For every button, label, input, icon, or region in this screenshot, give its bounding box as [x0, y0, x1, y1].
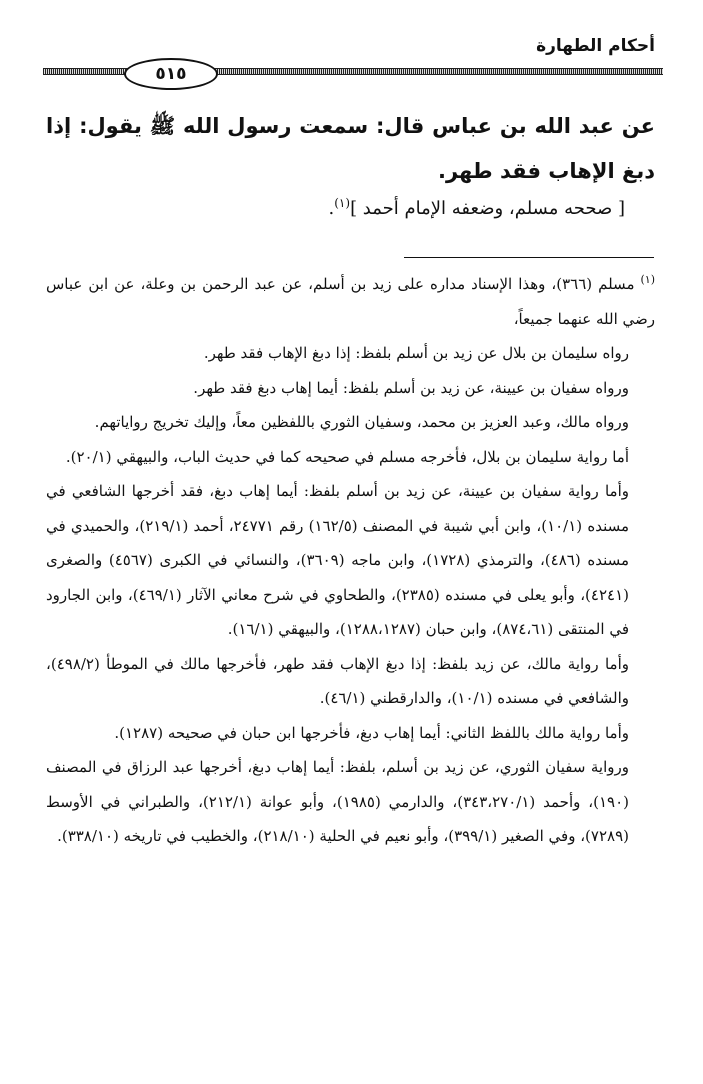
hadith-text: عن عبد الله بن عباس قال: سمعت رسول الله ﷺ يقول: إذا دبغ الإهاب فقد طهر.	[46, 114, 655, 183]
footnote-paragraph: رواه سليمان بن بلال عن زيد بن أسلم بلفظ: إذا دبغ الإهاب فقد طهر.	[203, 344, 629, 362]
footnote-paragraph: ورواه سفيان بن عيينة، عن زيد بن أسلم بلفظ: أيما إهاب دبغ فقد طهر.	[193, 378, 629, 397]
grading-footnote-ref: (١)	[334, 196, 351, 210]
footnote-paragraph: ورواه مالك، وعبد العزيز بن محمد، وسفيان الثوري باللفظين معاً، وإليك تخريج رواياتهم.	[94, 413, 629, 431]
footnote-paragraph: أما رواية سليمان بن بلال، فأخرجه مسلم في صحيحه كما في حديث الباب، والبيهقي (٢٠/١).	[65, 447, 629, 466]
footnote-paragraph: وأما رواية سفيان بن عيينة، عن زيد بن أسلم بلفظ: أيما إهاب دبغ، فقد أخرجها الشافعي في مسنده (١٠/١)، وابن أبي شيبة في المصنف (١٦٢/٥) رقم ٢٤٧٧١، أحمد (٢١٩/١)، والحميدي في مسنده (٤٨٦)، والترمذي (١٧٢٨)، وابن ماجه (٣٦٠٩)، والنسائي في الكبرى (٤٥٦٧) والصغرى (٤٢٤١)، وأبو يعلى في مسنده (٢٣٨٥)، والطحاوي في شرح معاني الآثار (٤٦٩/١)، وابن الجارود في المنتقى (٨٧٤،٦١)، وابن حبان (١٢٨٨،١٢٨٧)، والبيهقي (١٦/١).	[46, 482, 630, 638]
footnote-paragraph: وأما رواية مالك باللفظ الثاني: أيما إهاب دبغ، فأخرجها ابن حبان في صحيحه (١٢٨٧).	[114, 723, 629, 742]
page-number-badge: ٥١٥	[124, 58, 218, 90]
footnote-paragraph	[46, 263, 655, 336]
footnote-text: مسلم (٣٦٦)، وهذا الإسناد مداره على زيد بن أسلم، عن عبد الرحمن بن وعلة، عن ابن عباس رضي الله عنهما جميعاً،	[46, 275, 655, 328]
footnotes-section	[46, 263, 655, 854]
running-header-title: أحكام الطهارة	[536, 36, 655, 56]
footnote-paragraph: ورواية سفيان الثوري، عن زيد بن أسلم، بلفظ: أيما إهاب دبغ، أخرجها عبد الرزاق في المصنف (١٩٠)، وأحمد (٣٤٣،٢٧٠/١)، والدارمي (١٩٨٥)، وأبو عوانة (٢١٢/١)، والطبراني في الأوسط (٧٢٨٩)، وفي الصغير (٣٩٩/١)، وأبو نعيم في الحلية (٢١٨/١٠)، والخطيب في تاريخه (٣٣٨/١٠).	[46, 758, 629, 845]
grading-text: [ صححه مسلم، وضعفه الإمام أحمد ]	[350, 198, 625, 219]
footnote-marker: (١)	[640, 273, 655, 286]
footnote-separator	[404, 257, 654, 258]
footnote-paragraph: وأما رواية مالك، عن زيد بلفظ: إذا دبغ الإهاب فقد طهر، فأخرجها مالك في الموطأ (٤٩٨/٢)، والشافعي في مسنده (١٠/١)، والدارقطني (٤٦/١).	[46, 654, 629, 707]
hadith-grading: [ صححه مسلم، وضعفه الإمام أحمد ]$^{(١)}$.	[328, 196, 625, 219]
